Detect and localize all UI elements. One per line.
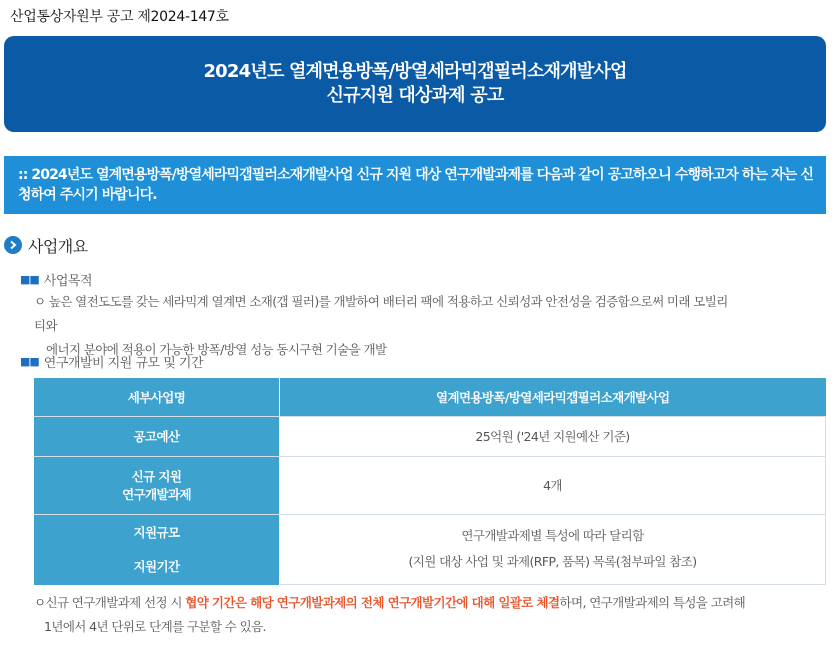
funding-table xyxy=(34,378,826,585)
notice-number: 산업통상자원부 공고 제2024-147호 xyxy=(10,9,229,25)
projects-label-line-2: 연구개발과제 xyxy=(122,487,191,502)
title-banner xyxy=(4,36,826,132)
scale-period-value xyxy=(280,514,826,585)
funding-heading-text: 연구개발비 지원 규모 및 기간 xyxy=(43,356,204,371)
intro-text: 2024년도 열계면용방폭/방열세라믹갭필러소재개발사업 신규 지원 대상 연구개발과제를 다음과 같이 공고하오니 수행하고자 하는 자는 신청하여 주시기 바랍니다. xyxy=(18,167,813,203)
note-post: 하며, 연구개발과제의 특성을 고려해 xyxy=(559,595,746,610)
section-heading xyxy=(4,234,87,256)
projects-label-line-1: 신규 지원 xyxy=(131,469,182,484)
table-row xyxy=(34,456,826,514)
note-bullet: ㅇ xyxy=(34,595,46,610)
scale-value-line-2: (지원 대상 사업 및 과제(RFP, 품목) 목록(첨부파일 참조) xyxy=(408,554,697,570)
section-title: 사업개요 xyxy=(28,236,88,256)
period-label: 지원기간 xyxy=(133,558,180,574)
header-value: 열계면용방폭/방열세라믹갭필러소재개발사업 xyxy=(280,378,826,416)
budget-value: 25억원 ('24년 지원예산 기준) xyxy=(280,416,826,456)
purpose-line-1: 높은 열전도도를 갖는 세라믹계 열계면 소재(갭 필러)를 개발하여 배터리 팩에 적용하고 신뢰성과 안전성을 검증함으로써 미래 모빌리티와 xyxy=(34,294,728,333)
square-bullet-icon: ■■ xyxy=(20,273,39,286)
header-label: 세부사업명 xyxy=(34,378,280,416)
projects-value: 4개 xyxy=(280,456,826,514)
budget-label: 공고예산 xyxy=(34,416,280,456)
note-pre: 신규 연구개발과제 선정 시 xyxy=(45,595,186,610)
note-highlight: 협약 기간은 해당 연구개발과제의 전체 연구개발기간에 대해 일괄로 체결 xyxy=(185,595,560,610)
title-line-2: 신규지원 대상과제 공고 xyxy=(326,85,504,106)
intro-mark: :: xyxy=(18,167,28,183)
scale-label: 지원규모 xyxy=(133,524,180,540)
purpose-heading-text: 사업목적 xyxy=(43,274,93,289)
title-line-1: 2024년도 열계면용방폭/방열세라믹갭필러소재개발사업 xyxy=(203,61,627,82)
purpose-heading xyxy=(20,270,92,289)
purpose-line-2: 에너지 분야에 적용이 가능한 방폭/방열 성능 동시구현 기술을 개발 xyxy=(46,342,387,357)
table-row xyxy=(34,378,826,416)
duration-note xyxy=(34,591,826,639)
note-line-2: 1년에서 4년 단위로 단계를 구분할 수 있음. xyxy=(44,619,266,634)
scale-value-line-1: 연구개발과제별 특성에 따라 달리함 xyxy=(461,528,644,544)
intro-box xyxy=(4,156,826,214)
table-row xyxy=(34,514,826,585)
chevron-right-icon xyxy=(4,236,22,254)
scale-period-label xyxy=(34,514,280,585)
square-bullet-icon: ■■ xyxy=(20,355,39,368)
projects-label xyxy=(34,456,280,514)
table-row xyxy=(34,416,826,456)
purpose-bullet: ㅇ xyxy=(34,294,46,309)
funding-heading xyxy=(20,352,203,371)
